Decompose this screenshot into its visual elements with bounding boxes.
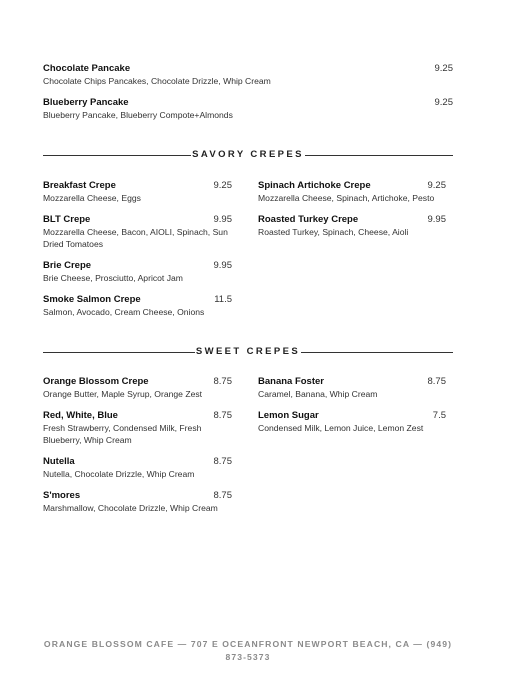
item-price: 8.75: [213, 410, 232, 421]
item-name: Spinach Artichoke Crepe: [258, 180, 371, 191]
menu-item: [43, 97, 453, 122]
item-name: Red, White, Blue: [43, 410, 118, 421]
item-price: 9.25: [434, 97, 453, 108]
item-description: Marshmallow, Chocolate Drizzle, Whip Cream: [43, 503, 218, 513]
section-header-sweet: [43, 346, 453, 358]
section-header-savory: [43, 149, 453, 161]
item-name: Chocolate Pancake: [43, 63, 131, 74]
item-price: 9.95: [213, 260, 232, 271]
item-description: Mozzarella Cheese, Eggs: [43, 193, 141, 203]
item-price: 8.75: [213, 490, 232, 501]
item-price: 11.5: [214, 294, 232, 305]
item-description: Salmon, Avocado, Cream Cheese, Onions: [43, 307, 205, 317]
item-price: 9.25: [213, 180, 232, 191]
item-description: Caramel, Banana, Whip Cream: [258, 389, 378, 399]
section-title: SWEET CREPES: [195, 346, 301, 357]
menu-item: [258, 376, 446, 401]
item-description: Brie Cheese, Prosciutto, Apricot Jam: [43, 273, 183, 283]
menu-item: [43, 410, 232, 446]
item-price: 9.95: [427, 214, 446, 225]
menu-item: [43, 456, 232, 481]
item-name: Smoke Salmon Crepe: [43, 294, 141, 305]
section-title: SAVORY CREPES: [192, 149, 304, 160]
menu-item: [258, 214, 446, 239]
item-description: Blueberry Pancake, Blueberry Compote+Almonds: [43, 110, 233, 120]
item-price: 8.75: [427, 376, 446, 387]
item-description: Fresh Strawberry, Condensed Milk, Fresh Blueberry, Whip Cream: [43, 423, 202, 445]
item-description: Condensed Milk, Lemon Juice, Lemon Zest: [258, 423, 424, 433]
item-price: 9.25: [434, 63, 453, 74]
item-price: 9.95: [213, 214, 232, 225]
footer-address: ORANGE BLOSSOM CAFE — 707 E OCEANFRONT NEWPORT BEACH, CA — (949) 873-5373: [43, 639, 453, 662]
menu-item: [43, 180, 232, 205]
item-name: Banana Foster: [258, 376, 324, 387]
item-description: Nutella, Chocolate Drizzle, Whip Cream: [43, 469, 195, 479]
item-price: 9.25: [427, 180, 446, 191]
item-description: Orange Butter, Maple Syrup, Orange Zest: [43, 389, 203, 399]
item-name: Brie Crepe: [43, 260, 92, 271]
menu-item: [43, 294, 232, 319]
item-description: Chocolate Chips Pancakes, Chocolate Drizzle, Whip Cream: [43, 76, 271, 86]
item-name: Roasted Turkey Crepe: [258, 214, 359, 225]
item-price: 8.75: [213, 456, 232, 467]
divider-line: [301, 352, 453, 353]
item-name: BLT Crepe: [43, 214, 91, 225]
item-name: Breakfast Crepe: [43, 180, 116, 191]
divider-line: [305, 155, 453, 156]
item-name: Nutella: [43, 456, 75, 467]
menu-item: [43, 63, 453, 88]
item-name: Blueberry Pancake: [43, 97, 129, 108]
item-price: 7.5: [432, 410, 446, 421]
item-name: Orange Blossom Crepe: [43, 376, 149, 387]
item-price: 8.75: [213, 376, 232, 387]
menu-item: [258, 180, 446, 205]
menu-item: [43, 260, 232, 285]
item-name: Lemon Sugar: [258, 410, 319, 421]
item-description: Mozzarella Cheese, Spinach, Artichoke, Pesto: [258, 193, 435, 203]
menu-item: [43, 214, 232, 250]
item-description: Roasted Turkey, Spinach, Cheese, Aioli: [258, 227, 409, 237]
menu-item: [43, 490, 232, 515]
menu-item: [43, 376, 232, 401]
item-name: S'mores: [43, 490, 81, 501]
item-description: Mozzarella Cheese, Bacon, AIOLI, Spinach, Sun Dried Tomatoes: [43, 227, 228, 249]
menu-item: [258, 410, 446, 435]
